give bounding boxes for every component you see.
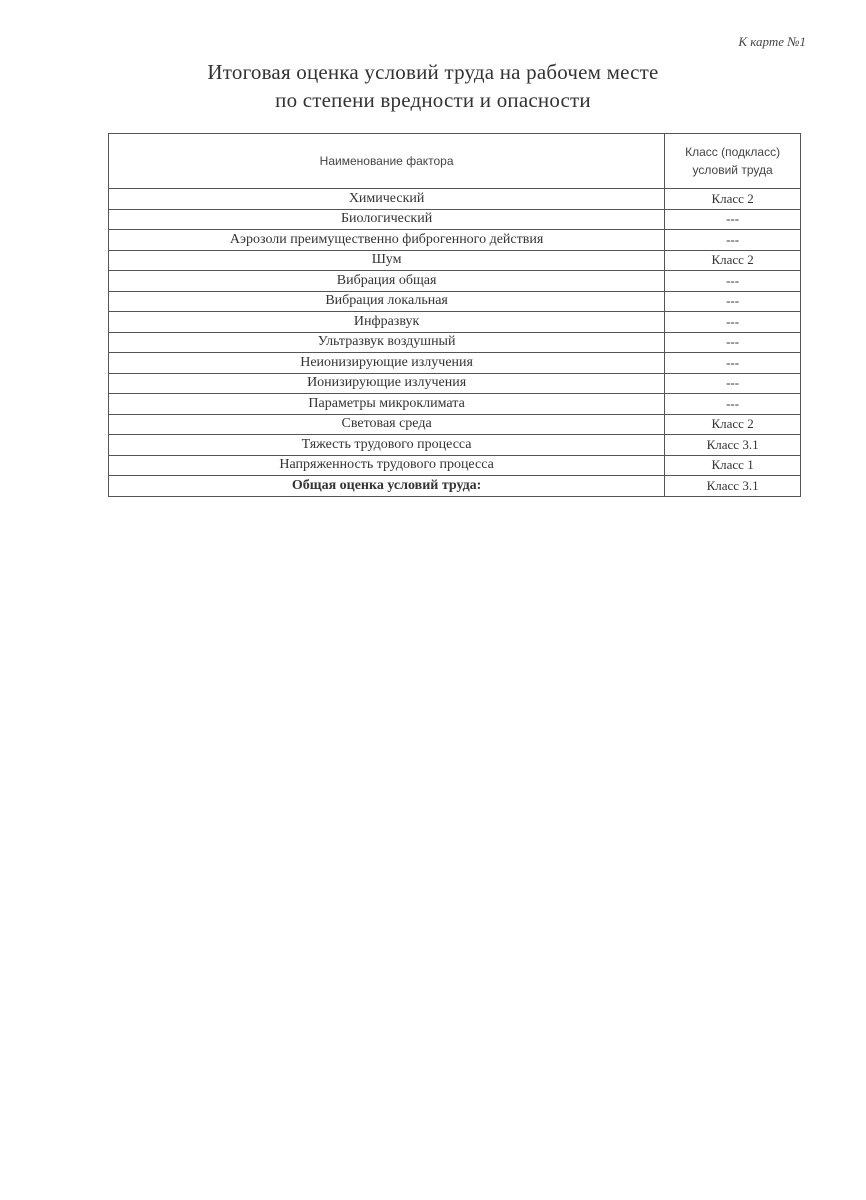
table-row [109, 209, 801, 230]
factor-class: --- [665, 271, 801, 292]
factor-name: Биологический [109, 209, 665, 230]
table-row [109, 250, 801, 271]
factor-class: --- [665, 291, 801, 312]
factors-table [108, 133, 801, 497]
factor-class: Класс 3.1 [665, 435, 801, 456]
factor-class: Класс 2 [665, 414, 801, 435]
factor-class: --- [665, 373, 801, 394]
header-class: Класс (подкласс) условий труда [665, 134, 801, 189]
table-row [109, 435, 801, 456]
factor-name: Тяжесть трудового процесса [109, 435, 665, 456]
table-row [109, 353, 801, 374]
table-row [109, 230, 801, 251]
factor-name: Напряженность трудового процесса [109, 455, 665, 476]
table-row [109, 291, 801, 312]
factor-name: Аэрозоли преимущественно фиброгенного действия [109, 230, 665, 251]
table-header-row [109, 134, 801, 189]
factor-class: --- [665, 230, 801, 251]
table-row [109, 271, 801, 292]
table-row [109, 455, 801, 476]
total-class: Класс 3.1 [665, 476, 801, 497]
corner-note: К карте №1 [738, 34, 806, 49]
factor-class: Класс 2 [665, 250, 801, 271]
factor-name: Неионизирующие излучения [109, 353, 665, 374]
document-title [0, 58, 866, 114]
header-factor-name: Наименование фактора [109, 134, 665, 189]
factor-name: Ультразвук воздушный [109, 332, 665, 353]
factor-class: --- [665, 353, 801, 374]
factor-name: Вибрация локальная [109, 291, 665, 312]
title-line-2: по степени вредности и опасности [275, 88, 591, 112]
table-row [109, 189, 801, 210]
factor-name: Инфразвук [109, 312, 665, 333]
factor-name: Ионизирующие излучения [109, 373, 665, 394]
title-line-1: Итоговая оценка условий труда на рабочем месте [207, 60, 659, 84]
total-row [109, 476, 801, 497]
factor-class: --- [665, 312, 801, 333]
factor-class: --- [665, 394, 801, 415]
factor-class: Класс 2 [665, 189, 801, 210]
table-row [109, 332, 801, 353]
factor-class: --- [665, 332, 801, 353]
factor-name: Световая среда [109, 414, 665, 435]
table-row [109, 373, 801, 394]
table-row [109, 414, 801, 435]
table-row [109, 312, 801, 333]
factor-class: Класс 1 [665, 455, 801, 476]
factor-name: Химический [109, 189, 665, 210]
factor-name: Вибрация общая [109, 271, 665, 292]
table-row [109, 394, 801, 415]
factor-name: Шум [109, 250, 665, 271]
total-label: Общая оценка условий труда: [109, 476, 665, 497]
factor-class: --- [665, 209, 801, 230]
factor-name: Параметры микроклимата [109, 394, 665, 415]
